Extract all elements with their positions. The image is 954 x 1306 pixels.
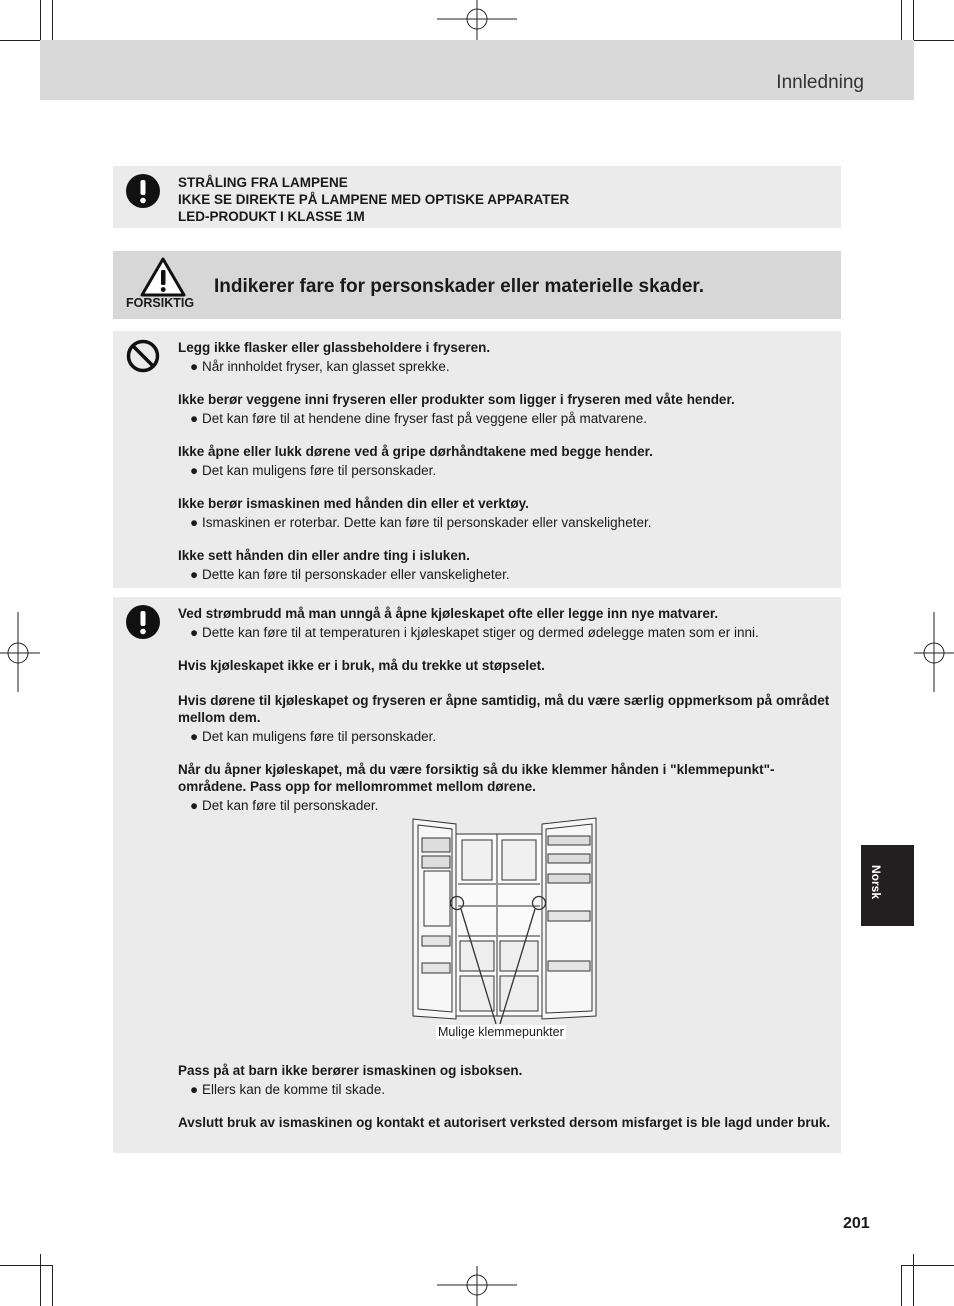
list-item: Ved strømbrudd må man unngå å åpne kjøleskapet ofte eller legge inn nye matvarer. ● Dette kan føre til at temperaturen i kjøleskapet stiger og dermed ødelegge maten som er inni. [178,606,759,640]
crop-mark [52,0,53,40]
list-item: Hvis dørene til kjøleskapet og fryseren er åpne samtidig, må du være særlig oppmerksom på området mellom dem. ● Det kan muligens føre til personskader. [178,693,830,744]
caution-label: FORSIKTIG [126,296,195,310]
registration-mark-icon [437,0,517,40]
mandatory-box [113,597,841,1153]
list-item: Ikke sett hånden din eller andre ting i isluken. ● Dette kan føre til personskader eller vanskeligheter. [178,548,510,582]
fridge-illustration [410,816,600,1024]
crop-mark [0,1265,52,1266]
crop-mark [40,1254,41,1306]
exclamation-circle-icon [126,605,160,639]
radiation-line: STRÅLING FRA LAMPENE [178,175,348,190]
list-item: Ikke berør veggene inni fryseren eller produkter som ligger i fryseren med våte hender. ● Det kan føre til at hendene dine fryser fast på veggene eller på matvarene. [178,392,735,426]
page-number: 201 [843,1215,870,1232]
registration-mark-icon [437,1266,517,1306]
caution-banner [113,251,841,319]
list-item: Ikke berør ismaskinen med hånden din eller et verktøy. ● Ismaskinen er roterbar. Dette kan føre til personskader eller vanskeligheter. [178,496,652,530]
list-item: Ikke åpne eller lukk dørene ved å gripe dørhåndtakene med begge hender. ● Det kan muligens føre til personskader. [178,444,653,478]
language-tab-label: Norsk [869,865,883,900]
list-item: Hvis kjøleskapet ikke er i bruk, må du trekke ut støpselet. [178,658,545,673]
crop-mark [52,1265,53,1306]
exclamation-circle-icon [126,174,160,208]
language-tab [861,845,914,926]
figure-caption: Mulige klemmepunkter [438,1025,564,1039]
registration-mark-icon [0,612,40,692]
registration-mark-icon [914,612,954,692]
list-item: Legg ikke flasker eller glassbeholdere i fryseren. ● Når innholdet fryser, kan glasset sprekke. [178,340,491,374]
crop-mark [901,1265,902,1306]
section-title: Innledning [776,72,864,93]
crop-mark [913,1254,914,1306]
radiation-line: LED-PRODUKT I KLASSE 1M [178,209,365,224]
prohibited-box [113,331,841,588]
crop-mark [913,0,914,40]
caution-title: Indikerer fare for personskader eller materielle skader. [214,276,705,297]
list-item: Pass på at barn ikke berører ismaskinen og isboksen. ● Ellers kan de komme til skade. [178,1063,523,1097]
radiation-line: IKKE SE DIREKTE PÅ LAMPENE MED OPTISKE APPARATER [178,192,570,207]
crop-mark [901,1265,954,1266]
prohibition-icon [126,339,160,373]
radiation-notice [113,166,841,228]
caution-triangle-icon [140,256,186,298]
list-item: Når du åpner kjøleskapet, må du være forsiktig så du ikke klemmer hånden i "klemmepunkt"-områdene. Pass opp for mellomrommet mellom dørene. ● Det kan føre til personskader. [178,762,775,813]
list-item: Avslutt bruk av ismaskinen og kontakt et autorisert verksted dersom misfarget is ble lagd under bruk. [178,1115,831,1130]
